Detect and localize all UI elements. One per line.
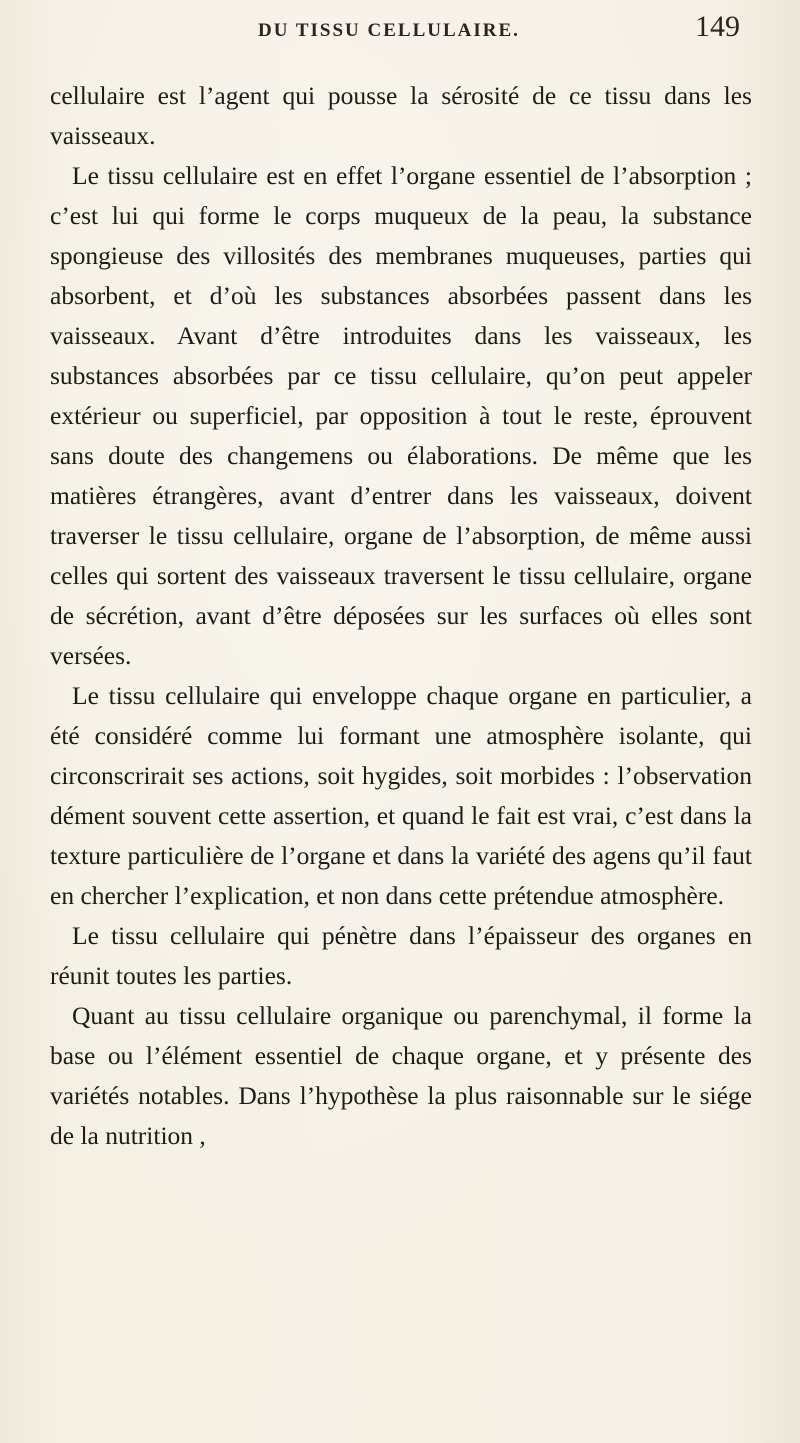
paragraph-atmosphere: Le tissu cellulaire qui enveloppe chaque organe en particulier, a été considéré comme lui formant une atmosphère isolante, qui circonscrirait ses actions, soit hygides, soit morbides : l’observation dément souvent cette assertion, et quand le fait est vrai, c’est dans la texture particulière de l’organe et dans la variété des agens qu’il faut en chercher l’explication, et non dans cette prétendue atmosphère.	[50, 681, 752, 910]
page-number: 149	[695, 10, 740, 43]
body-text	[50, 76, 752, 1156]
paragraph-absorption: Le tissu cellulaire est en effet l’organe essentiel de l’absorption ; c’est lui qui forme le corps muqueux de la peau, la substance spongieuse des villosités des membranes muqueuses, parties qui absorbent, et d’où les substances absorbées passent dans les vaisseaux. Avant d’être introduites dans les vaisseaux, les substances absorbées par ce tissu cellulaire, qu’on peut appeler extérieur ou superficiel, par opposition à tout le reste, éprouvent sans doute des changemens ou élaborations. De même que les matières étrangères, avant d’entrer dans les vaisseaux, doivent traverser le tissu cellulaire, organe de l’absorption, de même aussi celles qui sortent des vaisseaux traversent le tissu cellulaire, organe de sécrétion, avant d’être déposées sur les surfaces où elles sont versées.	[50, 161, 752, 670]
paragraph-continuation: cellulaire est l’agent qui pousse la sérosité de ce tissu dans les vaisseaux.	[50, 81, 752, 150]
paragraph-parenchymal: Quant au tissu cellulaire organique ou parenchymal, il forme la base ou l’élément essentiel de chaque organe, et y présente des variétés notables. Dans l’hypothèse la plus raisonnable sur le siége de la nutrition ,	[50, 1001, 752, 1150]
paragraph-penetration: Le tissu cellulaire qui pénètre dans l’épaisseur des organes en réunit toutes les parties.	[50, 921, 752, 990]
running-title: DU TISSU CELLULAIRE.	[258, 20, 520, 41]
